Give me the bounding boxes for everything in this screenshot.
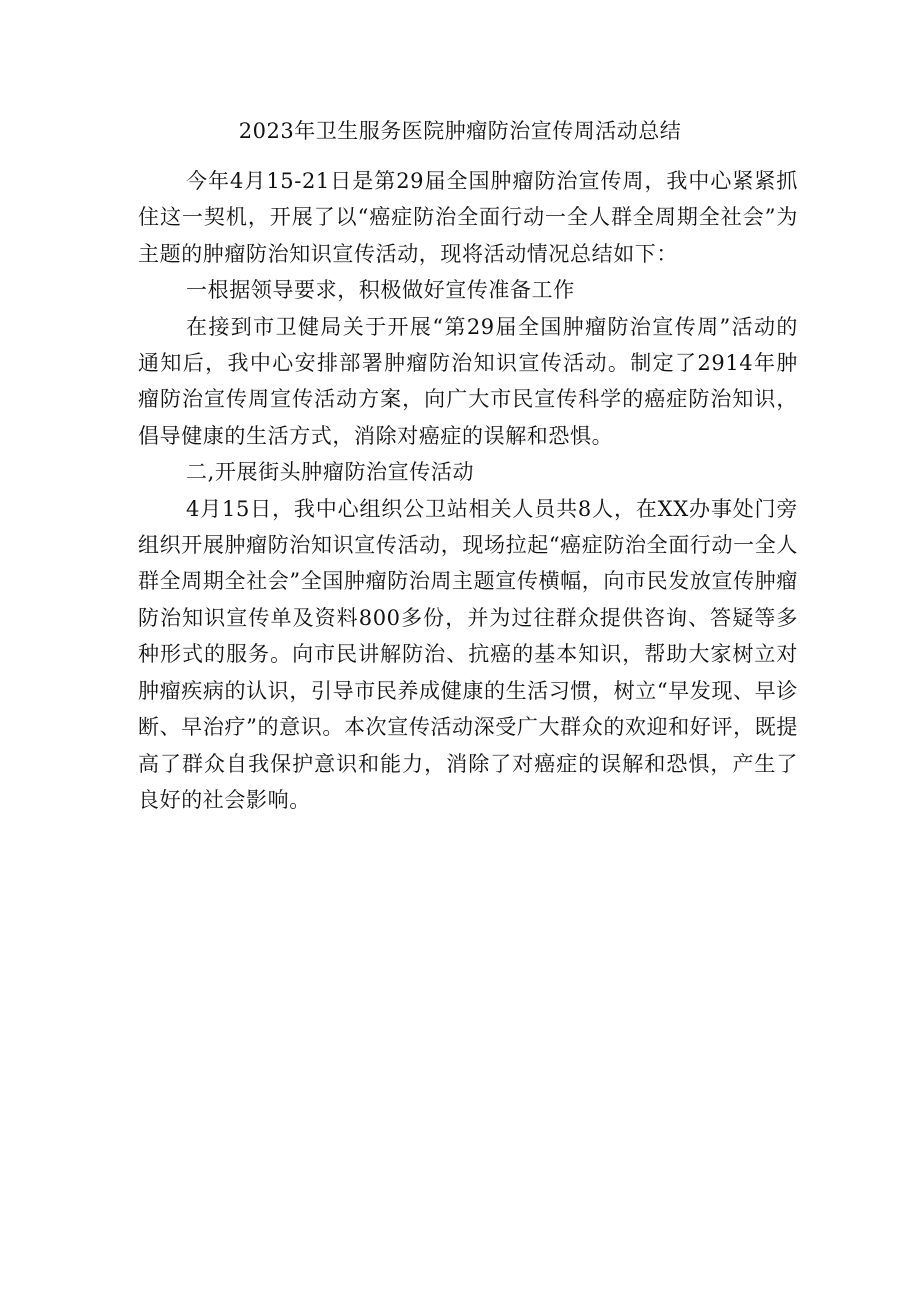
document-title: 2023年卫生服务医院肿瘤防治宣传周活动总结 (238, 119, 682, 143)
document-body (138, 163, 798, 818)
intro-paragraph: 今年4月15-21日是第29届全国肿瘤防治宣传周，我中心紧紧抓住这一契机，开展了以“癌症防治全面行动一全人群全周期全社会”为主题的肿瘤防治知识宣传活动，现将活动情况总结如下： (138, 169, 798, 266)
section-heading-2: 二,开展街头肿瘤防治宣传活动 (186, 460, 475, 485)
section-1-paragraph: 在接到市卫健局关于开展“第29届全国肿瘤防治宣传周”活动的通知后，我中心安排部署肿瘤防治知识宣传活动。制定了2914年肿瘤防治宣传周宣传活动方案，向广大市民宣传科学的癌症防治知识，倡导健康的生活方式，消除对癌症的误解和恐惧。 (138, 314, 798, 448)
section-heading-1: 一根据领导要求，积极做好宣传准备工作 (186, 278, 575, 303)
section-2-paragraph: 4月15日，我中心组织公卫站相关人员共8人，在XX办事处门旁组织开展肿瘤防治知识宣传活动，现场拉起“癌症防治全面行动一全人群全周期全社会”全国肿瘤防治周主题宣传横幅，向市民发放宣传肿瘤防治知识宣传单及资料800多份，并为过往群众提供咨询、答疑等多种形式的服务。向市民讲解防治、抗癌的基本知识，帮助大家树立对肿瘤疾病的认识，引导市民养成健康的生活习惯，树立“早发现、早诊断、早治疗”的意识。本次宣传活动深受广大群众的欢迎和好评，既提高了群众自我保护意识和能力，消除了对癌症的误解和恐惧，产生了良好的社会影响。 (138, 496, 798, 812)
